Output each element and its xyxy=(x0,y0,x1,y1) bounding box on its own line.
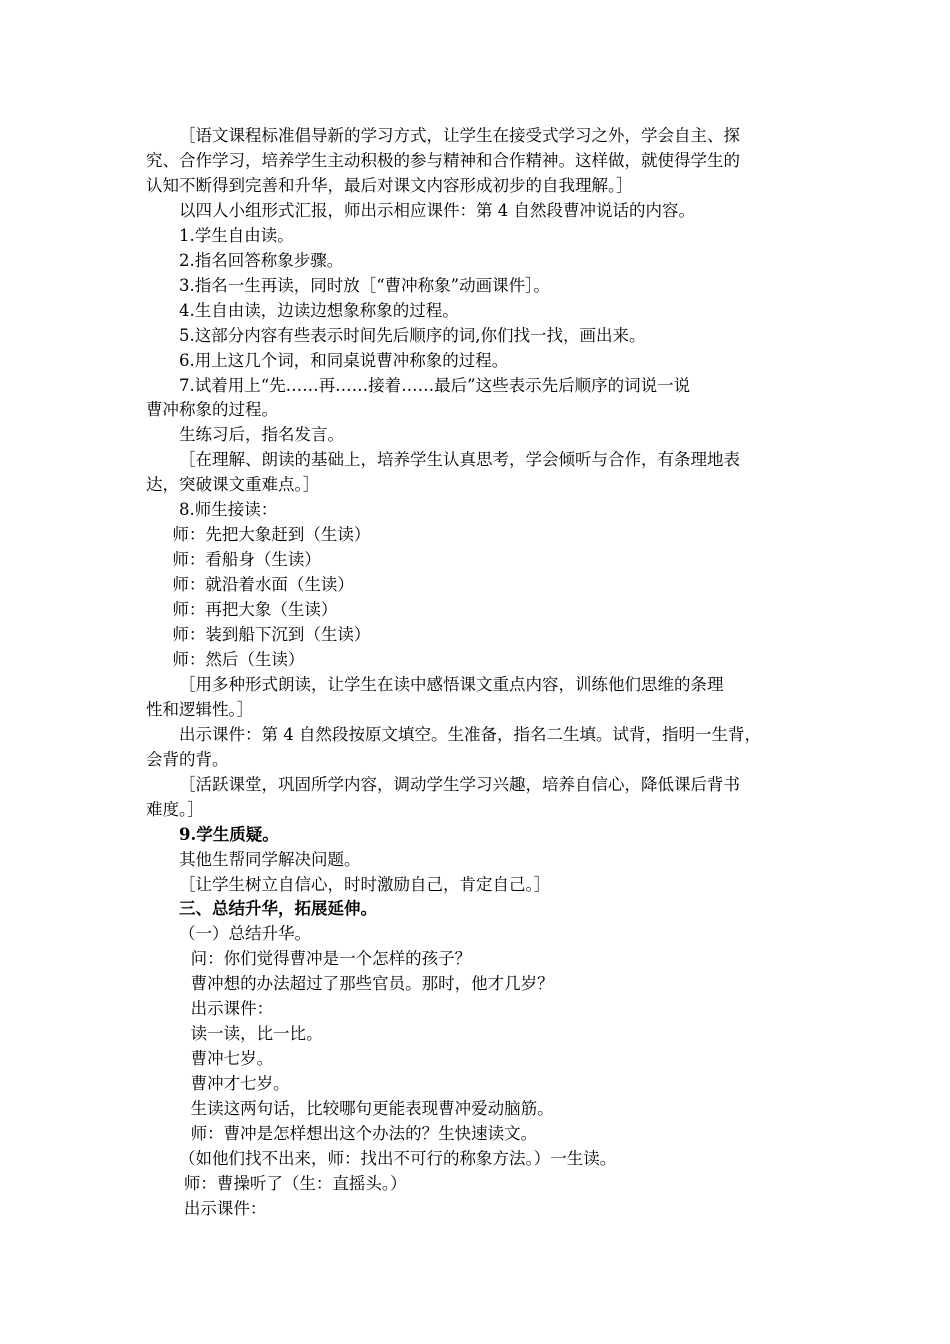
text-line: 师：曹操听了（生：直摇头。） xyxy=(183,1173,407,1193)
text-line: ［在理解、朗读的基础上，培养学生认真思考，学会倾听与合作，有条理地表 xyxy=(179,450,740,470)
text-line: 性和逻辑性。］ xyxy=(146,699,254,719)
text-line: 师：就沿着水面（生读） xyxy=(172,575,354,595)
text-line: ［语文课程标准倡导新的学习方式，让学生在接受式学习之外，学会自主、探 xyxy=(179,126,740,145)
text-line: 8.师生接读： xyxy=(179,500,278,520)
text-line: 出示课件： xyxy=(190,999,274,1019)
text-line: 师：再把大象（生读） xyxy=(172,600,338,619)
text-line: ［活跃课堂，巩固所学内容，调动学生学习兴趣，培养自信心，降低课后背书 xyxy=(179,774,740,794)
text-line: 师：看船身（生读） xyxy=(172,550,321,570)
text-line: 究、合作学习，培养学生主动积极的参与精神和合作精神。这样做，就使得学生的 xyxy=(146,150,740,170)
text-line: 5.这部分内容有些表示时间先后顺序的词,你们找一找，画出来。 xyxy=(179,325,646,345)
text-line: 师：然后（生读） xyxy=(172,649,305,669)
text-line: 问：你们觉得曹冲是一个怎样的孩子？ xyxy=(190,949,472,969)
text-line: 其他生帮同学解决问题。 xyxy=(179,849,361,869)
text-line: 4.生自由读，边读边想象称象的过程。 xyxy=(179,300,459,320)
text-line: 曹冲才七岁。 xyxy=(190,1074,290,1094)
text-line: 曹冲七岁。 xyxy=(190,1049,274,1069)
text-line: 师：曹冲是怎样想出这个办法的？生快速读文。 xyxy=(190,1124,538,1143)
text-line: 9.学生质疑。 xyxy=(179,824,279,844)
text-line: ［用多种形式朗读，让学生在读中感悟课文重点内容，训练他们思维的条理 xyxy=(179,674,724,694)
text-line: 1.学生自由读。 xyxy=(179,225,294,245)
text-line: 7.试着用上“先……再……接着……最后”这些表示先后顺序的词说一说 xyxy=(179,375,691,395)
text-line: 6.用上这几个词，和同桌说曹冲称象的过程。 xyxy=(179,350,509,370)
text-line: 出示课件：第 4 自然段按原文填空。生准备，指名二生填。试背，指明一生背， xyxy=(179,724,761,744)
text-line: 3.指名一生再读，同时放［“曹冲称象”动画课件］。 xyxy=(179,275,550,295)
text-line: 生练习后，指名发言。 xyxy=(179,425,344,445)
text-line: （一）总结升华。 xyxy=(179,924,311,944)
text-line: 2.指名回答称象步骤。 xyxy=(179,250,344,270)
text-line: 难度。］ xyxy=(146,799,204,819)
text-line: 读一读，比一比。 xyxy=(190,1024,323,1044)
text-line: 师：先把大象赶到（生读） xyxy=(172,525,371,545)
text-line: 认知不断得到完善和升华，最后对课文内容形成初步的自我理解。］ xyxy=(146,175,633,195)
text-line: 生读这两句话，比较哪句更能表现曹冲爱动脑筋。 xyxy=(190,1099,554,1118)
text-line: 曹冲称象的过程。 xyxy=(146,400,278,420)
text-line: 师：装到船下沉到（生读） xyxy=(172,625,371,644)
text-line: 以四人小组形式汇报，师出示相应课件：第 4 自然段曹冲说话的内容。 xyxy=(179,200,695,220)
text-line: （如他们找不出来，师：找出不可行的称象方法。）一生读。 xyxy=(179,1148,617,1168)
text-line: 会背的背。 xyxy=(146,749,229,769)
text-line: 曹冲想的办法超过了那些官员。那时，他才几岁？ xyxy=(190,974,554,994)
text-line: 三、总结升华，拓展延伸。 xyxy=(179,899,377,919)
text-line: 出示课件： xyxy=(183,1198,267,1218)
text-line: 达，突破课文重难点。］ xyxy=(146,475,320,495)
text-line: ［让学生树立自信心，时时激励自己，肯定自己。］ xyxy=(179,874,551,894)
